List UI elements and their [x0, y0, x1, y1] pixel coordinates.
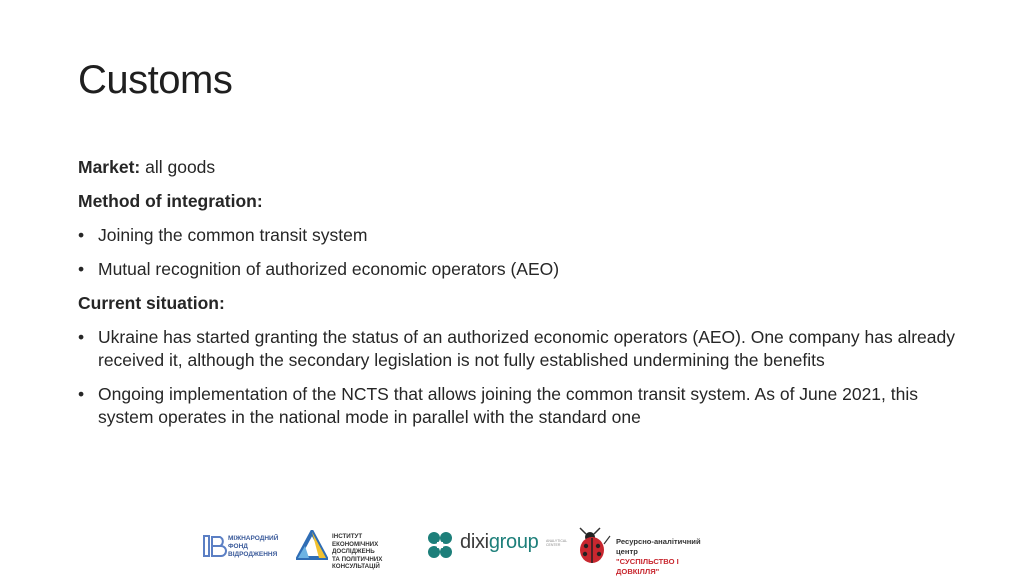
market-label: Market:	[78, 157, 141, 177]
irf-line: ФОНД	[228, 543, 248, 550]
slide-title: Customs	[78, 58, 233, 102]
situation-item-text: Ongoing implementation of the NCTS that allows joining the common transit system. As of June 2021, this system operates in the national mode in parallel with the standard one	[98, 384, 918, 427]
resurs-text	[616, 537, 724, 577]
ladybug-icon	[574, 526, 612, 566]
iep-triangle-icon	[296, 530, 328, 560]
bullet-icon: •	[78, 384, 85, 404]
iep-line: ТА ПОЛІТИЧНИХ КОНСУЛЬТАЦІЙ	[332, 555, 383, 570]
dixigroup-logo	[424, 524, 568, 568]
bullet-icon: •	[78, 259, 85, 279]
slide-body	[78, 156, 958, 440]
method-item-text: Mutual recognition of authorized economic operators (AEO)	[98, 259, 560, 279]
dixi-suffix: group	[488, 531, 539, 553]
dixi-prefix: dixi	[460, 531, 489, 553]
irf-line: МІЖНАРОДНИЙ	[228, 535, 279, 542]
market-value: all goods	[140, 157, 216, 177]
partner-logos	[198, 524, 728, 576]
resurs-logo	[574, 524, 724, 576]
irf-text	[228, 535, 278, 559]
resurs-line: "СУСПІЛЬСТВО І ДОВКІЛЛЯ"	[616, 557, 679, 576]
resurs-line: Ресурсно-аналітичний центр	[616, 537, 701, 556]
method-item-text: Joining the common transit system	[98, 225, 368, 245]
bullet-icon: •	[78, 327, 85, 347]
iep-logo	[296, 524, 414, 568]
dixigroup-tag: ANALYTICAL CENTER	[546, 539, 568, 547]
situation-heading: Current situation:	[78, 293, 225, 313]
iep-line: ІНСТИТУТ	[332, 533, 363, 540]
bullet-icon: •	[78, 225, 85, 245]
market-line	[78, 156, 958, 179]
irf-line: ВІДРОДЖЕННЯ	[228, 551, 278, 558]
method-item	[78, 258, 958, 281]
dixigroup-name	[460, 531, 538, 554]
irf-mark-icon	[202, 533, 228, 559]
method-list	[78, 224, 958, 281]
situation-item	[78, 326, 958, 372]
dixigroup-mark-icon	[424, 530, 456, 562]
situation-item-text: Ukraine has started granting the status of an authorized economic operators (AEO). One company has already received it, although the secondary legislation is not fully established undermining the benefits	[98, 327, 955, 370]
irf-logo	[198, 524, 288, 568]
method-item	[78, 224, 958, 247]
method-heading: Method of integration:	[78, 191, 263, 211]
situation-item	[78, 383, 958, 429]
iep-text	[332, 533, 414, 571]
situation-list	[78, 326, 958, 429]
iep-line: ЕКОНОМІЧНИХ ДОСЛІДЖЕНЬ	[332, 540, 379, 555]
